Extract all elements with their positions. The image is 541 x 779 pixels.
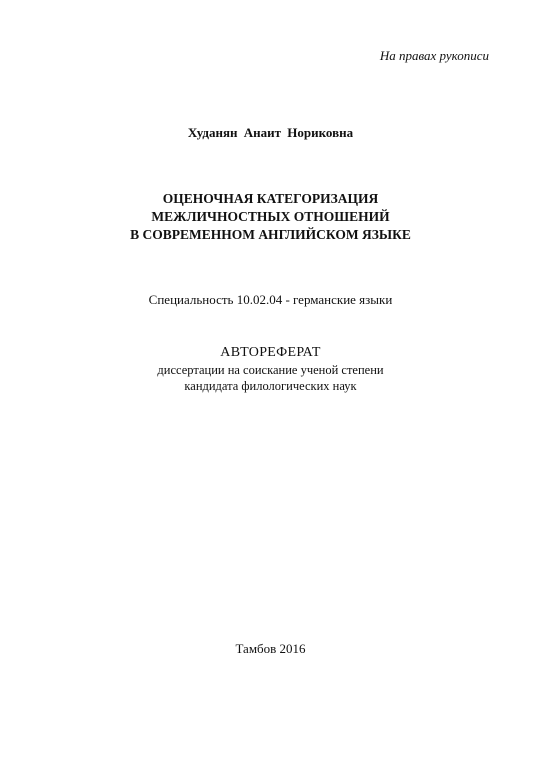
place-year: Тамбов 2016 [235,641,306,656]
title-line: В СОВРЕМЕННОМ АНГЛИЙСКОМ ЯЗЫКЕ [130,227,411,242]
specialty-line: Специальность 10.02.04 - германские языки [148,292,393,307]
title-line: ОЦЕНОЧНАЯ КАТЕГОРИЗАЦИЯ [162,191,379,206]
rights-notice: На правах рукописи [379,48,489,63]
title-line: МЕЖЛИЧНОСТНЫХ ОТНОШЕНИЙ [151,209,390,224]
dissertation-title [0,190,541,244]
abstract-line: диссертации на соискание ученой степени [157,363,384,377]
abstract-heading: АВТОРЕФЕРАТ [220,345,321,360]
abstract-line: кандидата филологических наук [184,379,357,393]
abstract-block [0,343,541,394]
author-name: Худанян Анаит Нориковна [187,125,354,140]
